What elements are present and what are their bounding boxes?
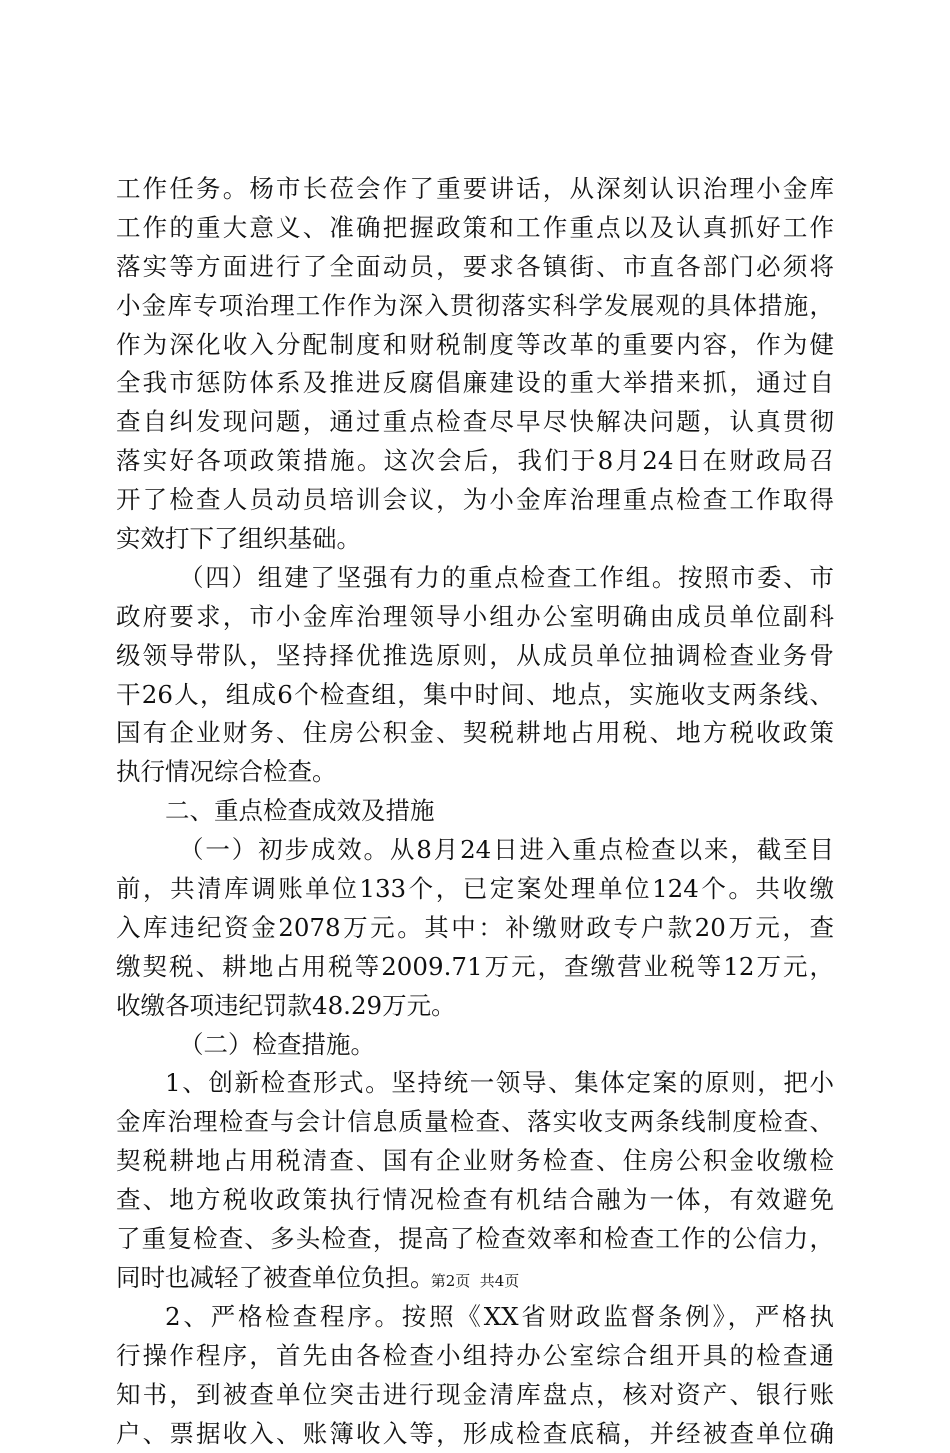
text-line: 工作的重大意义、准确把握政策和工作重点以及认真抓好工作	[116, 209, 834, 248]
text-line: 实效打下了组织基础。	[116, 520, 834, 559]
text-line: 入库违纪资金2078万元。其中：补缴财政专户款20万元，查	[116, 909, 834, 948]
text-line: 二、重点检查成效及措施	[116, 792, 834, 831]
text-line: 落实等方面进行了全面动员，要求各镇街、市直各部门必须将	[116, 248, 834, 287]
text-line: 政府要求，市小金库治理领导小组办公室明确由成员单位副科	[116, 598, 834, 637]
text-line: 作为深化收入分配制度和财税制度等改革的重要内容，作为健	[116, 326, 834, 365]
text-line: 缴契税、耕地占用税等2009.71万元，查缴营业税等12万元，	[116, 948, 834, 987]
text-line: （一）初步成效。从8月24日进入重点检查以来，截至目	[116, 831, 834, 870]
text-line: （二）检查措施。	[116, 1026, 834, 1065]
text-line: 知书，到被查单位突击进行现金清库盘点，核对资产、银行账	[116, 1376, 834, 1415]
text-line: 级领导带队，坚持择优推选原则，从成员单位抽调检查业务骨	[116, 637, 834, 676]
text-line: 契税耕地占用税清查、国有企业财务检查、住房公积金收缴检	[116, 1142, 834, 1181]
text-line: 小金库专项治理工作作为深入贯彻落实科学发展观的具体措施，	[116, 287, 834, 326]
text-line: 落实好各项政策措施。这次会后，我们于8月24日在财政局召	[116, 442, 834, 481]
text-line: 了重复检查、多头检查，提高了检查效率和检查工作的公信力，	[116, 1220, 834, 1259]
text-line: 2、严格检查程序。按照《XX省财政监督条例》，严格执	[116, 1298, 834, 1337]
document-body	[116, 170, 834, 1453]
text-line: 工作任务。杨市长莅会作了重要讲话，从深刻认识治理小金库	[116, 170, 834, 209]
page-footer: 第2页 共4页	[0, 1270, 950, 1291]
text-line: 查自纠发现问题，通过重点检查尽早尽快解决问题，认真贯彻	[116, 403, 834, 442]
text-line: 行操作程序，首先由各检查小组持办公室综合组开具的检查通	[116, 1337, 834, 1376]
text-line: 全我市惩防体系及推进反腐倡廉建设的重大举措来抓，通过自	[116, 364, 834, 403]
text-line: 查、地方税收政策执行情况检查有机结合融为一体，有效避免	[116, 1181, 834, 1220]
text-line: 国有企业财务、住房公积金、契税耕地占用税、地方税收政策	[116, 714, 834, 753]
text-line: 前，共清库调账单位133个，已定案处理单位124个。共收缴	[116, 870, 834, 909]
text-line: 户、票据收入、账簿收入等，形成检查底稿，并经被查单位确	[116, 1415, 834, 1453]
text-line: 执行情况综合检查。	[116, 753, 834, 792]
text-line: 干26人，组成6个检查组，集中时间、地点，实施收支两条线、	[116, 676, 834, 715]
text-line: 金库治理检查与会计信息质量检查、落实收支两条线制度检查、	[116, 1103, 834, 1142]
text-line: 收缴各项违纪罚款48.29万元。	[116, 987, 834, 1026]
text-line: （四）组建了坚强有力的重点检查工作组。按照市委、市	[116, 559, 834, 598]
text-line: 开了检查人员动员培训会议，为小金库治理重点检查工作取得	[116, 481, 834, 520]
text-line: 同时也减轻了被查单位负担。	[116, 1259, 834, 1298]
text-line: 1、创新检查形式。坚持统一领导、集体定案的原则，把小	[116, 1064, 834, 1103]
